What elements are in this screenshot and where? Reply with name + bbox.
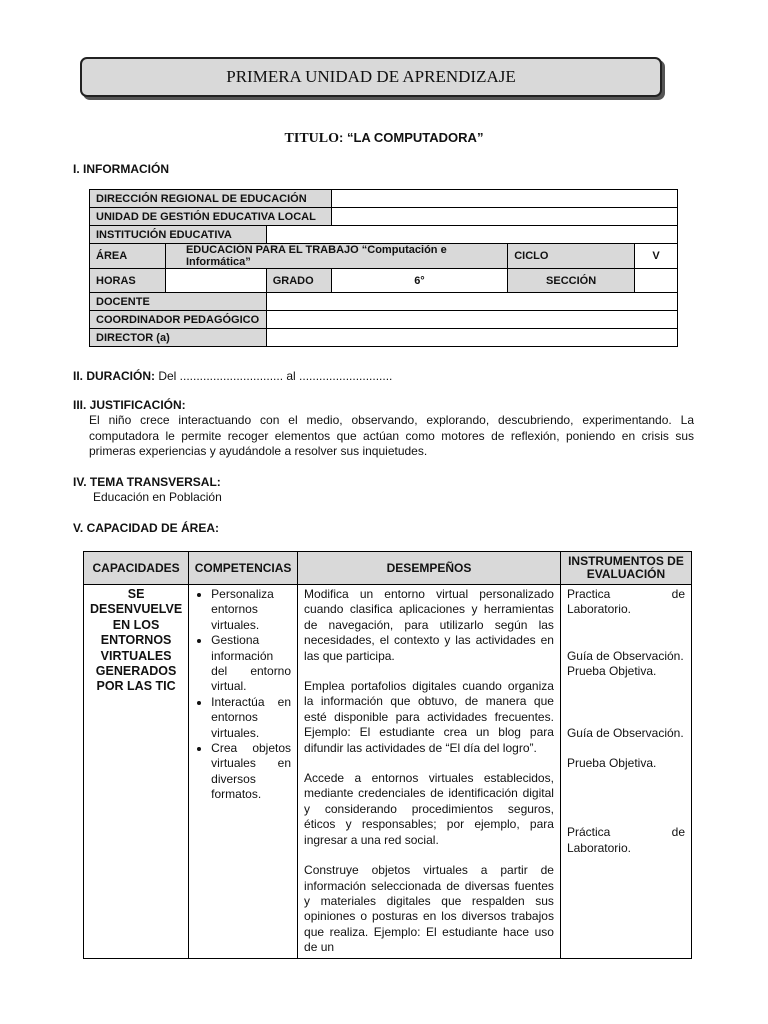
competencias-cell — [189, 585, 298, 959]
info-ciclo-label: CICLO — [508, 244, 635, 269]
info-institucion-value — [266, 226, 677, 244]
desempeno-paragraph: Construye objetos virtuales a partir de información seleccionada de diversas fuentes y materiales digitales que respalden sus opiniones o posturas en los diversos trabajos que realiza. Ejemplo: El estudiante hace uso de un — [304, 863, 554, 955]
info-docente-value — [266, 293, 677, 311]
desempeno-paragraph: Accede a entornos virtuales establecidos, mediante credenciales de identificación digital y considerando procedimientos seguros, éticos y responsables; por ejemplo, para ingresar a una red social. — [304, 771, 554, 847]
info-institucion: INSTITUCIÓN EDUCATIVA — [90, 226, 267, 244]
header-instrumentos: INSTRUMENTOS DE EVALUACIÓN — [560, 552, 691, 585]
list-item: • Personaliza entornos virtuales. — [211, 587, 291, 633]
section-informacion: I. INFORMACIÓN — [73, 162, 169, 176]
section-tema: IV. TEMA TRANSVERSAL: — [73, 475, 221, 489]
instrumento-6a: Práctica de — [566, 825, 685, 840]
info-ciclo-value: V — [635, 244, 678, 269]
duracion-label: II. DURACIÓN: — [73, 369, 155, 383]
desempeno-paragraph: Modifica un entorno virtual personalizado cuando clasifica aplicaciones y herramientas de navegación, para utilizarlo según las necesidades, el contexto y las actividades en las que participa. — [304, 587, 554, 663]
header-competencias: COMPETENCIAS — [189, 552, 298, 585]
instrumento-1b: Laboratorio. — [566, 602, 631, 617]
tema-text: Educación en Población — [93, 490, 222, 504]
header-desempenos: DESEMPEÑOS — [298, 552, 561, 585]
duracion — [73, 369, 392, 385]
info-ugel-value — [331, 208, 677, 226]
list-item: • Interactúa en entornos virtuales. — [211, 695, 291, 741]
instrumento-2: Guía de Observación. — [566, 648, 684, 663]
section-capacidad: V. CAPACIDAD DE ÁREA: — [73, 521, 220, 535]
info-grado-value: 6° — [331, 269, 508, 293]
capacidades-table — [83, 551, 692, 959]
info-seccion-value — [635, 269, 678, 293]
info-horas-label: HORAS — [90, 269, 166, 293]
list-item: • Gestiona información del entorno virtual. — [211, 633, 291, 695]
info-coordinador: COORDINADOR PEDAGÓGICO — [90, 311, 267, 329]
competencias-list — [195, 587, 291, 803]
justificacion-text: El niño crece interactuando con el medio, observando, explorando, descubriendo, experimentando. La computadora le permite recoger elementos que actúan como motores de reflexión, poniendo en crisis sus primeras experiencias y ayudándole a resolver sus inquietudes. — [89, 413, 694, 458]
instrumento-5: Prueba Objetiva. — [566, 756, 657, 771]
info-director: DIRECTOR (a) — [90, 329, 267, 347]
instrumento-4: Guía de Observación. — [566, 725, 684, 740]
info-area-label: ÁREA — [90, 244, 166, 269]
desempeno-paragraph: Emplea portafolios digitales cuando organiza la información que obtuvo, de manera que esté disponible para actividades frecuentes. Ejemplo: El estudiante crea un blog para difundir las actividades de “El día del logro”. — [304, 679, 554, 755]
info-seccion-label: SECCIÓN — [508, 269, 635, 293]
instrumento-3: Prueba Objetiva. — [566, 664, 657, 679]
info-area-value: EDUCACIÓN PARA EL TRABAJO “Computación e Informática” — [165, 244, 507, 269]
duracion-text: Del ............................... al ............................ — [155, 369, 393, 383]
page-title — [0, 130, 768, 147]
info-ugel: UNIDAD DE GESTIÓN EDUCATIVA LOCAL — [90, 208, 332, 226]
header-capacidades: CAPACIDADES — [84, 552, 189, 585]
info-table — [89, 189, 678, 347]
info-direccion-value — [331, 190, 677, 208]
list-item: • Crea objetos virtuales en diversos formatos. — [211, 741, 291, 803]
title-label: TITULO — [284, 131, 340, 146]
instrumento-6b: Laboratorio. — [566, 840, 631, 855]
title-value: : “LA COMPUTADORA” — [339, 130, 484, 145]
instrumento-1a: Practica de — [566, 587, 685, 601]
section-justificacion: III. JUSTIFICACIÓN: — [73, 398, 186, 412]
desempenos-cell — [298, 585, 561, 959]
info-direccion: DIRECCIÓN REGIONAL DE EDUCACIÓN — [90, 190, 332, 208]
capacidad-cell: SE DESENVUELVE EN LOS ENTORNOS VIRTUALES GENERADOS POR LAS TIC — [84, 585, 189, 959]
info-director-value — [266, 329, 677, 347]
info-docente: DOCENTE — [90, 293, 267, 311]
unit-banner: PRIMERA UNIDAD DE APRENDIZAJE — [80, 57, 662, 97]
info-coordinador-value — [266, 311, 677, 329]
instrumentos-cell — [560, 585, 691, 959]
info-grado-label: GRADO — [266, 269, 331, 293]
info-horas-value — [165, 269, 266, 293]
